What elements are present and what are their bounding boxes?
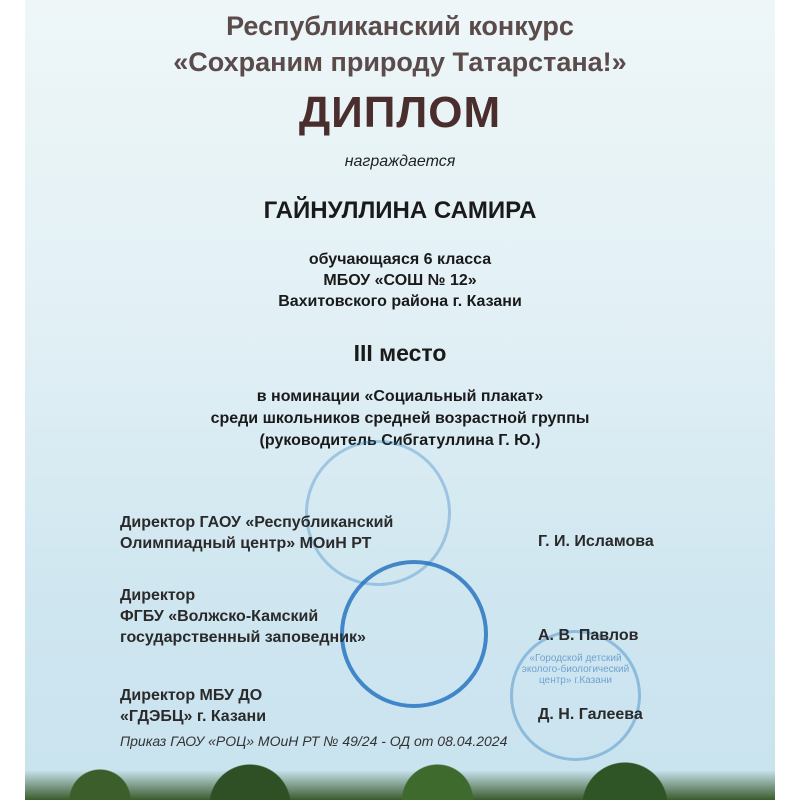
info-grade: обучающаяся 6 класса xyxy=(308,251,492,268)
nomination: в номинации «Социальный плакат» xyxy=(256,388,544,405)
info-district: Вахитовского района г. Казани xyxy=(278,293,522,310)
order-reference: Приказ ГАОУ «РОЦ» МОиН РТ № 49/24 - ОД от 08.04.2024 xyxy=(120,733,508,749)
position-line: Директор xyxy=(120,587,196,604)
contest-name-line2: «Сохраним природу Татарстана!» xyxy=(173,47,627,77)
signatory-3-name: Д. Н. Галеева xyxy=(538,706,643,723)
signatory-2-position xyxy=(120,585,366,648)
contest-name-line1: Республиканский конкурс xyxy=(226,11,574,41)
supervisor: (руководитель Сибгатуллина Г. Ю.) xyxy=(259,432,541,449)
place: III место xyxy=(353,340,447,366)
signatory-1-name: Г. И. Исламова xyxy=(538,533,654,550)
awarded-label: награждается xyxy=(344,153,456,170)
diploma-title: ДИПЛОМ xyxy=(298,88,502,137)
position-line: Олимпиадный центр» МОиН РТ xyxy=(120,535,372,552)
stamp-gdebc xyxy=(510,630,641,761)
position-line: ФГБУ «Волжско-Камский xyxy=(120,608,319,625)
position-line: Директор МБУ ДО xyxy=(120,687,263,704)
position-line: «ГДЭБЦ» г. Казани xyxy=(120,708,267,725)
trees-photo xyxy=(25,750,775,800)
position-line: Директор ГАОУ «Республиканский xyxy=(120,514,394,531)
info-school: МБОУ «СОШ № 12» xyxy=(323,272,477,289)
signatory-1-position xyxy=(120,512,393,554)
position-line: государственный заповедник» xyxy=(120,629,366,646)
stamp-text: «Городской детский эколого-биологический центр» г.Казани xyxy=(521,653,630,686)
signatory-3-position xyxy=(120,685,266,727)
recipient-name: ГАЙНУЛЛИНА САМИРА xyxy=(263,197,537,224)
signatory-2-name: А. В. Павлов xyxy=(538,627,639,644)
age-group: среди школьников средней возрастной группы xyxy=(210,410,590,427)
